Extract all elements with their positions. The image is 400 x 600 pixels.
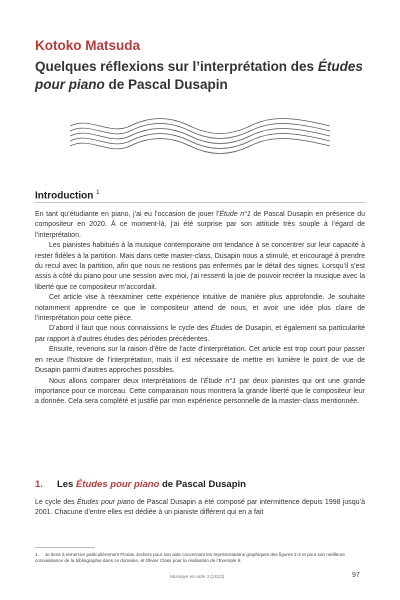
p6-text-b: par deux pianistes qui ont une grande importance pour ce morceau. Cette comparaison nous montrera la grande liberté que le compositeur leur a donnée. Cela sera complété et justifié par mon expérience personnelle de la master-class mentionnée. [35, 377, 365, 406]
intro-heading [35, 190, 99, 201]
paragraph-2: Les pianistes habitués à la musique contemporaine ont tendance à se concentrer sur leur capacité à rester fidèles à la partition. Mais dans cette master-class, Dusapin nous a stimulé, et encouragé à prendre du recul avec la partition, afin que nous ne restions pas enfermés par le détail des signes. Lorsqu’il s’est assis à côté du piano pour une session avec moi, j’ai ressenti la joie de pouvoir recréer la musique avec la liberté que ce compositeur m’accordait. [35, 242, 365, 291]
intro-body [35, 210, 365, 408]
paragraph-4 [35, 324, 365, 345]
author-name: Kotoko Matsuda [35, 38, 141, 53]
section-1-post: de Pascal Dusapin [159, 479, 246, 490]
s1-work: Études pour piano [76, 499, 135, 506]
footnote-rule [35, 547, 95, 548]
section-1-number: 1. [35, 479, 43, 490]
section-1-pre: Les [56, 479, 76, 490]
p4-text-a: D’abord il faut que nous connaissions le cycle des [49, 325, 211, 333]
p4-work: Études [210, 325, 233, 333]
footnote [35, 552, 365, 565]
wave-line-5 [70, 139, 330, 154]
title-part1: Quelques réflexions sur l’interprétation des [35, 59, 318, 74]
wave-line-2 [70, 124, 330, 139]
s1-text-b: de Pascal Dusapin a été composé par intermittence depuis 1998 jusqu’à 2001. Chacune d’entre elles est dédiée à un pianiste différent qui en a fait [35, 499, 365, 517]
paragraph-6 [35, 377, 365, 408]
paragraph-1 [35, 210, 365, 241]
p1-text-b: de Pascal Dusapin en présence du compositeur en 2020. À ce moment-là, j’ai été surprise par son attitude très souple à l’égard de l’interprétation. [35, 211, 365, 239]
title-part2: de Pascal Dusapin [104, 77, 228, 92]
p4-text-b: de Dusapin, et également sa particularité par rapport à d’autres études des périodes précédentes. [35, 325, 365, 343]
page-number: 97 [352, 572, 360, 579]
s1-text-a: Le cycle des [35, 499, 77, 506]
section-1-heading [35, 479, 246, 490]
wave-line-3 [70, 129, 330, 144]
paragraph-5: Ensuite, revenons sur la raison d’être de l’acte d’interprétation. Cet article est trop court pour passer en revue l’histoire de l’interprétation, mais il est nécessaire de mettre en lumière le point de vue de Dusapin parmi d’autres approches possibles. [35, 346, 365, 375]
footnote-number: 1. [35, 552, 39, 557]
article-title [35, 58, 375, 94]
wave-line-4 [70, 134, 330, 149]
section-1-body [35, 498, 365, 519]
p6-text-a: Nous allons comparer deux interprétations de l’ [49, 377, 204, 385]
intro-note-ref: 1 [96, 190, 100, 196]
section-1-italic: Études pour piano [75, 479, 160, 490]
p1-text-a: En tant qu’étudiante en piano, j’ai eu l’occasion de jouer l’ [35, 211, 220, 218]
p6-work: Étude n°1 [203, 377, 237, 385]
footnote-text: Je tiens à remercier particulièrement Florian Jochers pour son aide concernant les représentations graphiques des figures 2-3 et pour son meilleure connaissance de la bibliographie dans ce domaine, et Olivier Class pour la réalisation de l’Exemple 6. [35, 552, 345, 564]
wave-ornament [70, 112, 330, 162]
intro-rule [35, 202, 365, 203]
running-head: Musique en acte 3 (2022) [170, 575, 225, 580]
intro-heading-text: Introduction [35, 190, 94, 202]
paragraph-3: Cet article vise à réexaminer cette expérience intuitive de manière plus approfondie. Je souhaite notamment apprendre ce que le compositeur attend de nous, et avoir une idée plus claire de l’interprétation pour cette pièce. [35, 294, 365, 323]
wave-line-1 [70, 119, 330, 134]
title-italic: Études pour piano [35, 59, 363, 92]
p1-work: Étude n°1 [219, 211, 251, 218]
